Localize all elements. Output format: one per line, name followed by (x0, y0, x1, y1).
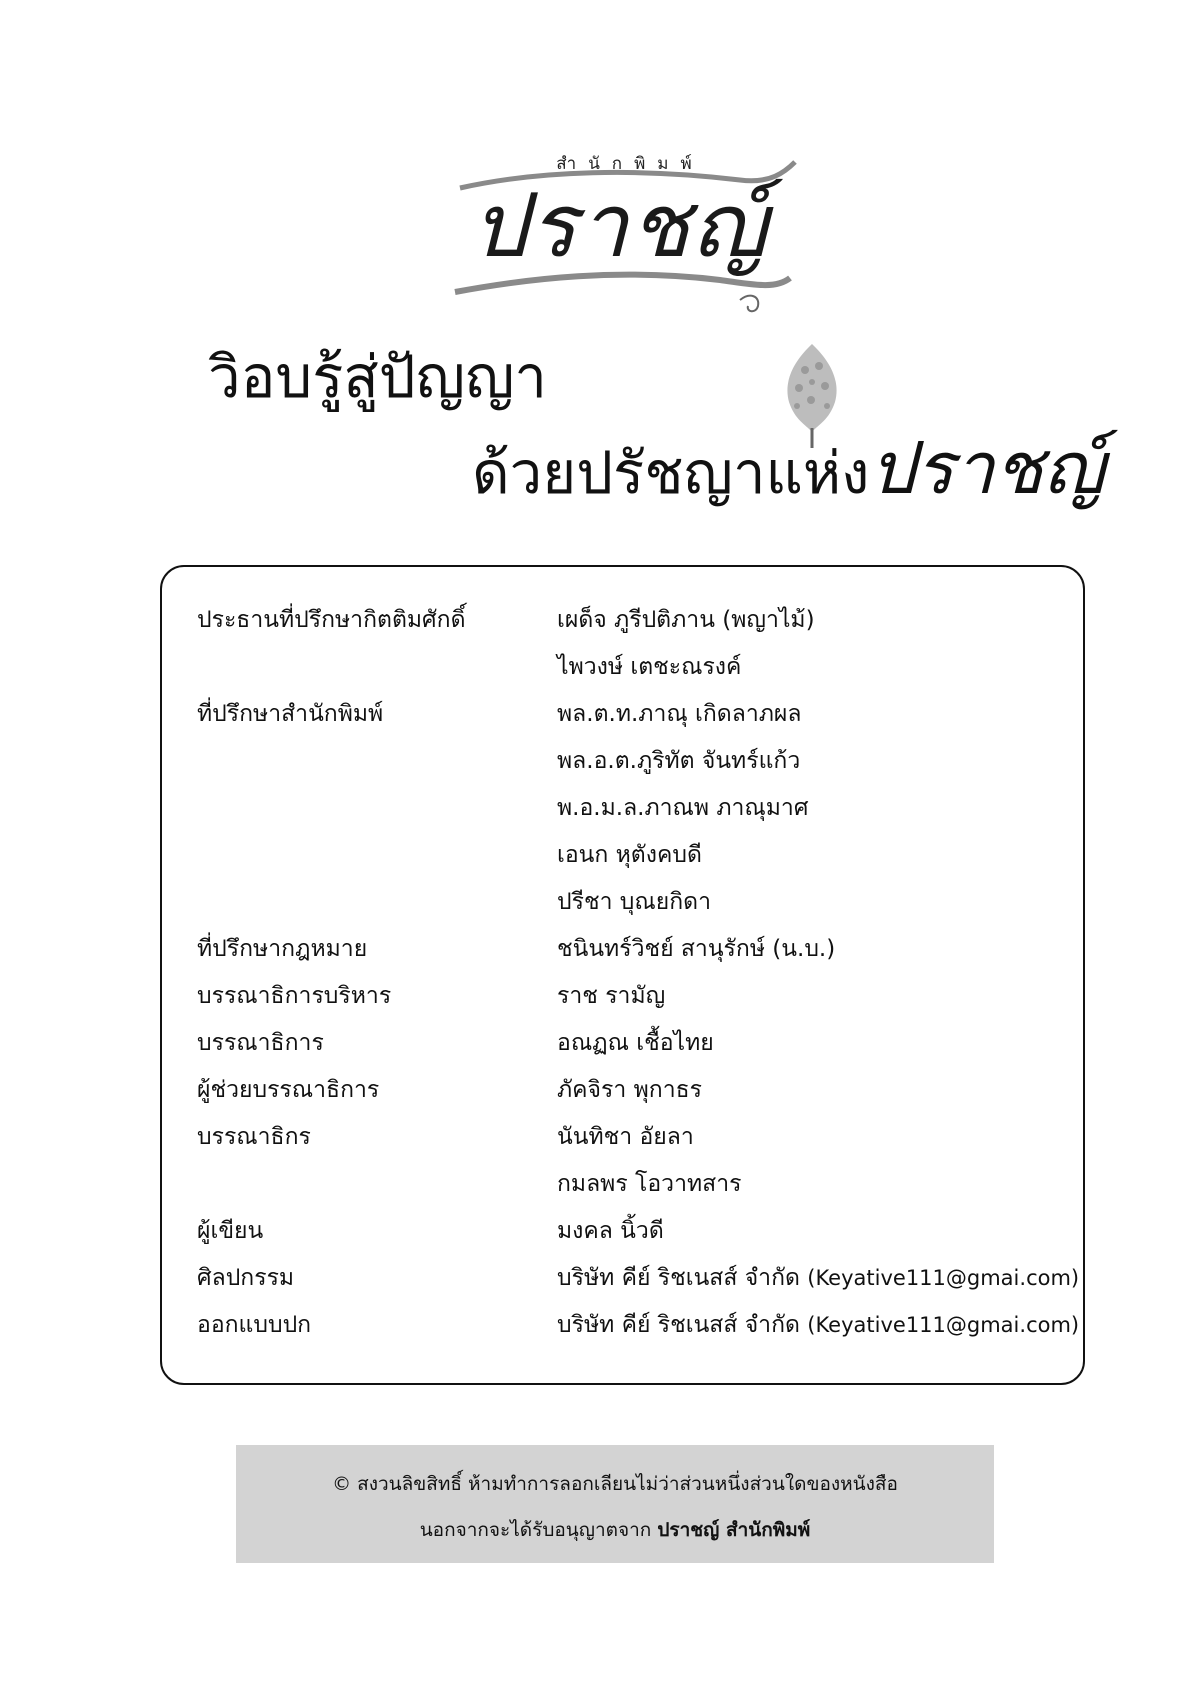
credit-row (197, 738, 1077, 785)
credit-row (197, 1302, 1080, 1349)
credit-role: ผู้เขียน (197, 1218, 264, 1244)
credit-role: ศิลปกรรม (197, 1265, 295, 1291)
notice-publisher-name: ปราชญ์ สำนักพิมพ์ (657, 1519, 811, 1541)
credit-name: ไพวงษ์ เตชะณรงค์ (557, 654, 742, 680)
credit-row (197, 1020, 1077, 1067)
credit-row (197, 644, 1077, 691)
credit-name: ภัคจิรา พุกาธร (557, 1077, 702, 1103)
credit-name: นันทิชา อัยลา (557, 1124, 694, 1150)
credit-role: บรรณาธิการบริหาร (197, 983, 392, 1009)
credit-role: บรรณาธิการ (197, 1030, 324, 1056)
credit-row (197, 973, 1077, 1020)
credit-row (197, 691, 1077, 738)
credit-name: พล.อ.ต.ภูริทัต จันทร์แก้ว (557, 748, 801, 774)
headline-line2-brand: ปราชญ์ (869, 426, 1105, 510)
credit-row (197, 832, 1077, 879)
credit-name: กมลพร โอวาทสาร (557, 1171, 742, 1197)
credit-row (197, 1208, 1077, 1255)
credit-name: มงคล นิ้วดี (557, 1218, 664, 1244)
credit-row (197, 1255, 1080, 1302)
notice-line2-prefix: นอกจากจะได้รับอนุญาตจาก (419, 1519, 658, 1541)
credit-role: ที่ปรึกษาสำนักพิมพ์ (197, 701, 384, 727)
credit-name: ราช รามัญ (557, 983, 666, 1009)
notice-line1: © สงวนลิขสิทธิ์ ห้ามทำการลอกเลียนไม่ว่าส่วนหนึ่งส่วนใดของหนังสือ (332, 1473, 898, 1495)
credit-name: พล.ต.ท.ภาณุ เกิดลาภผล (557, 701, 802, 727)
credit-role: บรรณาธิกร (197, 1124, 311, 1150)
credit-company: บริษัท คีย์ ริชเนสส์ จำกัด (557, 1265, 800, 1291)
credit-row (197, 1161, 1077, 1208)
credit-name: เอนก หุตังคบดี (557, 842, 702, 868)
credit-row (197, 1114, 1077, 1161)
credit-row (197, 1067, 1077, 1114)
credit-name: พ.อ.ม.ล.ภาณพ ภาณุมาศ (557, 795, 809, 821)
publisher-logo (440, 150, 800, 320)
credit-role: ประธานที่ปรึกษากิตติมศักดิ์ (197, 607, 466, 633)
credit-role: ที่ปรึกษากฎหมาย (197, 936, 368, 962)
publisher-logo-name: ปราชญ์ (471, 174, 769, 277)
notice-line2 (236, 1515, 994, 1545)
credit-name: อณฏณ เชื้อไทย (557, 1030, 714, 1056)
credit-name: ชนินทร์วิชย์ สานุรักษ์ (น.บ.) (557, 936, 836, 962)
credit-row (197, 785, 1077, 832)
headline-line2-prefix: ด้วยปรัชญาแห่ง (472, 439, 870, 507)
credit-role: ออกแบบปก (197, 1312, 312, 1338)
credit-name: เผด็จ ภูรีปติภาน (พญาไม้) (557, 607, 815, 633)
headline-line2 (472, 426, 1105, 510)
copyright-notice (236, 1445, 994, 1563)
credit-name: ปรีชา บุณยกิดา (557, 889, 711, 915)
credit-row (197, 597, 1077, 644)
credit-role: ผู้ช่วยบรรณาธิการ (197, 1077, 380, 1103)
credit-name (557, 1255, 1079, 1302)
credit-row (197, 879, 1077, 926)
credit-email: (Keyative111@gmai.com) (807, 1266, 1080, 1290)
credits-box (160, 565, 1085, 1385)
credit-company: บริษัท คีย์ ริชเนสส์ จำกัด (557, 1312, 800, 1338)
credit-row (197, 926, 1077, 973)
publisher-small-label: สำนักพิมพ์ (556, 154, 704, 174)
credit-email: (Keyative111@gmai.com) (807, 1313, 1080, 1337)
credit-name (557, 1302, 1079, 1349)
headline-line1: วิอบรู้สู่ปัญญา (208, 343, 547, 411)
